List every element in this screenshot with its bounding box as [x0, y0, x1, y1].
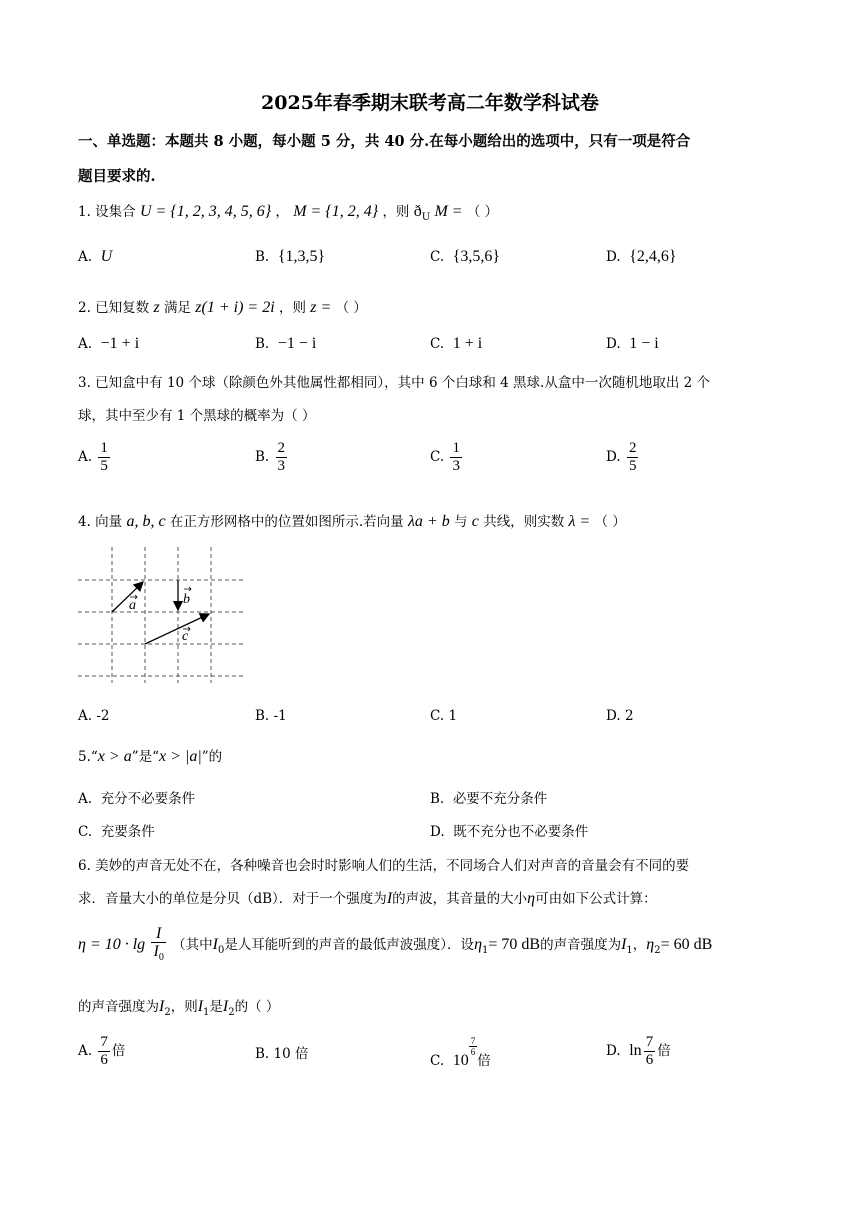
frac-den-var: I	[153, 943, 159, 960]
q6-I0: I	[212, 936, 218, 953]
q2-cond: 满足	[164, 300, 191, 316]
option-label: C.	[430, 1053, 445, 1069]
q4-vector-grid-figure	[78, 545, 248, 685]
q2-equation: z(1 + i) = 2i	[195, 299, 275, 316]
question-5	[78, 745, 222, 766]
q6-option-d[interactable]	[606, 1034, 671, 1069]
q4-option-b[interactable]	[255, 708, 287, 724]
question-6-line1: 6. 美妙的声音无处不在，各种噪音也会时时影响人们的生活，不同场合人们对声音的音量会有不同的要	[78, 858, 690, 874]
q3-option-a[interactable]	[78, 440, 112, 475]
q6-eta2: η	[646, 936, 655, 953]
option-suffix: 倍	[111, 1043, 126, 1059]
option-fraction	[98, 440, 110, 475]
q6-I2: I	[159, 998, 165, 1015]
q1-ask: ，则	[382, 204, 410, 220]
q6-line2a: 求．音量大小的单位是分贝（dB）．对于一个强度为	[78, 891, 387, 907]
section-heading-line1: 一、单选题：本题共 8 小题，每小题 5 分，共 40 分.在每小题给出的选项中，只有一项是符合	[78, 133, 691, 150]
q1-option-a[interactable]	[78, 248, 112, 266]
q6-eta2-value: = 60 dB	[660, 936, 713, 953]
q4-vectors: a, b, c	[126, 513, 166, 530]
option-ln: ln	[629, 1042, 642, 1059]
frac-den	[151, 943, 165, 966]
option-value: 1 + i	[452, 335, 483, 352]
option-label: C.	[430, 249, 445, 265]
q1-set-u: U = {1, 2, 3, 4, 5, 6}	[139, 203, 272, 220]
q1-option-d[interactable]	[606, 248, 677, 266]
option-fraction	[276, 440, 288, 475]
q4-paren: （ ）	[594, 514, 626, 530]
q1-set-m: M = {1, 2, 4}	[293, 203, 379, 220]
q5-mid: ”是“	[131, 749, 160, 765]
grid-lines	[78, 547, 243, 683]
q3-option-d[interactable]	[606, 440, 640, 475]
option-label: A.	[78, 1043, 93, 1059]
q6-I1b: I	[197, 998, 204, 1015]
q4-expression: λa + b	[407, 513, 450, 530]
question-1	[78, 200, 498, 223]
option-label: B.	[430, 791, 445, 807]
q1-prefix: 1. 设集合	[78, 204, 136, 220]
option-exponent-fraction	[469, 1036, 478, 1057]
q6-eta: η	[527, 890, 536, 907]
option-label: D.	[606, 708, 621, 724]
q6-I2b-sub: 2	[228, 1007, 235, 1018]
q2-ask: ，则	[278, 300, 306, 316]
q6-line4a: 的声音强度为	[78, 999, 159, 1015]
option-fraction	[644, 1034, 656, 1069]
option-label: D.	[606, 249, 621, 265]
option-label: B.	[255, 449, 270, 465]
q6-I2b: I	[222, 998, 229, 1015]
frac-den: 5	[628, 458, 637, 474]
q6-I1: I	[621, 936, 627, 953]
frac-num: 7	[100, 1034, 108, 1050]
frac-den: 6	[470, 1047, 476, 1057]
option-value: {3,5,6}	[452, 248, 501, 265]
q2-option-d[interactable]	[606, 335, 659, 353]
option-value: {1,3,5}	[277, 248, 326, 265]
q6-I1b-sub: 1	[203, 1007, 210, 1018]
q4-prefix: 4. 向量	[78, 514, 123, 530]
frac-num: 7	[645, 1034, 654, 1050]
q6-eta1-sub: 1	[482, 945, 489, 956]
q6-paren-text-b: 是人耳能听到的声音的最低声波强度）．设	[224, 937, 475, 953]
frac-den: 3	[277, 458, 286, 474]
q2-option-c[interactable]	[430, 335, 482, 353]
q5-option-a[interactable]	[78, 787, 195, 807]
q4-option-d[interactable]	[606, 708, 634, 724]
q5-expression-2: x > |a|	[159, 748, 202, 765]
option-label: B.	[255, 708, 270, 724]
frac-num: 7	[470, 1036, 476, 1046]
option-base: 10	[452, 1052, 469, 1069]
q4-with: 与	[454, 514, 468, 530]
option-value: −1 + i	[100, 335, 140, 352]
question-6-line2	[78, 887, 657, 908]
option-value: 充分不必要条件	[100, 791, 196, 807]
q4-option-a[interactable]	[78, 708, 110, 724]
option-fraction	[450, 440, 462, 475]
option-label: D.	[606, 449, 621, 465]
q1-complement-sub: U	[421, 212, 431, 223]
q6-paren-text-a: （其中	[172, 937, 213, 953]
option-label: A.	[78, 336, 93, 352]
q6-eta1-value: = 70 dB	[488, 936, 541, 953]
option-suffix: 倍	[657, 1043, 671, 1059]
vector-a-arrow	[112, 582, 143, 612]
q6-text-c: 的声音强度为	[540, 937, 622, 953]
q1-option-b[interactable]	[255, 248, 325, 266]
question-6-line3	[78, 925, 712, 966]
option-value: 2	[624, 708, 634, 724]
option-suffix: 倍	[477, 1053, 491, 1069]
option-label: B.	[255, 336, 270, 352]
q6-I2-sub: 2	[164, 1007, 171, 1018]
q6-comma: ，	[632, 937, 647, 953]
frac-num: I	[151, 925, 165, 943]
option-label: C.	[430, 336, 445, 352]
q4-mid: 在正方形网格中的位置如图所示.若向量	[169, 514, 404, 530]
option-value: 1	[448, 708, 458, 724]
q6-eta1: η	[474, 936, 482, 953]
q6-line4d: 的（ ）	[234, 999, 280, 1015]
q4-tail: 共线，则实数	[483, 514, 565, 530]
q2-z: z	[153, 299, 160, 316]
question-2	[78, 296, 367, 317]
q2-paren: （ ）	[335, 300, 367, 316]
q6-line2b: 的声波，其音量的大小	[392, 891, 528, 907]
q6-line2c: 可由如下公式计算：	[535, 891, 657, 907]
option-label: D.	[430, 824, 445, 840]
option-label: A.	[78, 449, 93, 465]
option-value: 既不充分也不必要条件	[453, 824, 589, 840]
option-label: D.	[606, 1043, 621, 1059]
q6-option-a[interactable]	[78, 1034, 125, 1069]
option-fraction	[98, 1034, 110, 1069]
section-heading-line2: 题目要求的.	[78, 168, 156, 185]
q1-paren: （ ）	[466, 204, 499, 220]
q4-vector-c: c	[471, 513, 479, 530]
option-value: -2	[96, 708, 110, 724]
vector-c-label: c	[182, 629, 189, 644]
q1-comma: ，	[275, 204, 289, 220]
frac-den: 6	[100, 1052, 108, 1068]
q6-option-c[interactable]	[430, 1036, 491, 1070]
option-label: C.	[430, 449, 445, 465]
q5-option-b[interactable]	[430, 787, 547, 807]
option-value: −1 − i	[277, 335, 317, 352]
question-3-line1: 3. 已知盒中有 10 个球（除颜色外其他属性都相同），其中 6 个白球和 4 黑球.从盒中一次随机地取出 2 个	[78, 375, 710, 391]
q6-line4b: ，则	[170, 999, 198, 1015]
q5-tail: ”的	[201, 749, 223, 765]
q1-complement-m: M =	[434, 203, 463, 220]
option-value: 10 倍	[273, 1046, 309, 1062]
option-fraction	[627, 440, 639, 475]
frac-num: 1	[100, 440, 108, 456]
option-label: B.	[255, 249, 270, 265]
option-value: 充要条件	[100, 824, 155, 840]
frac-num: 2	[277, 440, 286, 456]
q6-I1-sub: 1	[626, 945, 633, 956]
q6-eta2-sub: 2	[654, 945, 661, 956]
option-label: B.	[255, 1046, 270, 1062]
option-label: A.	[78, 708, 93, 724]
q3-option-b[interactable]	[255, 440, 289, 475]
frac-den-sub: 0	[158, 952, 164, 963]
q1-option-c[interactable]	[430, 248, 500, 266]
vector-b-label: b	[183, 592, 190, 607]
q2-option-b[interactable]	[255, 335, 316, 353]
q5-option-d[interactable]	[430, 820, 588, 840]
q4-option-c[interactable]	[430, 708, 457, 724]
q6-formula-left: η = 10 · lg	[78, 936, 146, 953]
q6-formula-fraction	[151, 925, 165, 966]
q2-prefix: 2. 已知复数	[78, 300, 150, 316]
q5-prefix: 5.“	[78, 749, 98, 765]
q4-lambda: λ =	[568, 513, 591, 530]
q6-I0-sub: 0	[217, 945, 225, 956]
frac-num: 2	[628, 440, 637, 456]
vector-arrow-accents	[130, 587, 191, 631]
frac-den: 6	[645, 1052, 654, 1068]
accent-b	[184, 587, 191, 591]
vector-c-arrow	[145, 614, 209, 644]
option-label: C.	[78, 824, 93, 840]
option-label: C.	[430, 708, 445, 724]
q5-expression-1: x > a	[97, 748, 132, 765]
q6-option-b[interactable]	[255, 1042, 309, 1062]
q5-option-c[interactable]	[78, 820, 155, 840]
question-4	[78, 510, 626, 531]
vector-a-label: a	[129, 598, 136, 613]
option-label: D.	[606, 336, 621, 352]
q6-I: I	[386, 890, 393, 907]
option-value: 必要不充分条件	[452, 791, 548, 807]
q1-complement-symbol: ð	[413, 203, 422, 220]
frac-den: 3	[452, 458, 460, 474]
option-value: 1 − i	[629, 335, 659, 352]
question-6-line4	[78, 995, 279, 1018]
question-3-line2: 球，其中至少有 1 个黑球的概率为（ ）	[78, 408, 316, 424]
option-label: A.	[78, 249, 93, 265]
option-value: -1	[273, 708, 287, 724]
option-value: {2,4,6}	[629, 248, 677, 265]
q3-option-c[interactable]	[430, 440, 464, 475]
page-title: 2025年春季期末联考高二年数学科试卷	[261, 92, 599, 114]
q2-option-a[interactable]	[78, 335, 139, 353]
q6-line4c: 是	[209, 999, 223, 1015]
option-value: U	[100, 248, 113, 265]
q2-z-eq: z =	[310, 299, 332, 316]
frac-den: 5	[100, 458, 108, 474]
frac-num: 1	[452, 440, 460, 456]
option-label: A.	[78, 791, 93, 807]
